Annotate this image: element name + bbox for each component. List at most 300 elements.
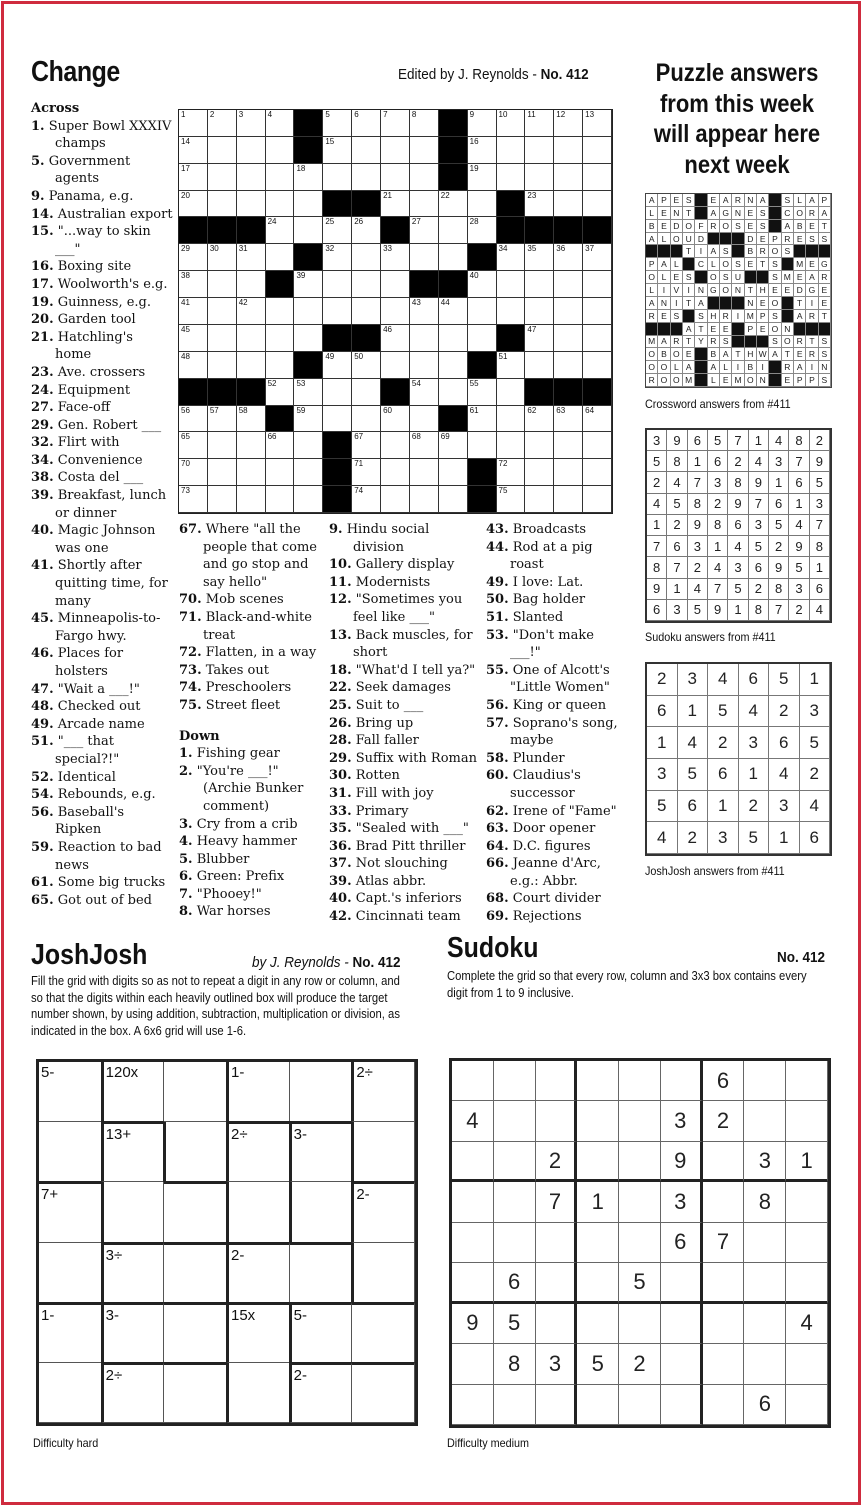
sudoku-empty-cell[interactable] [619, 1182, 661, 1222]
crossword-cell[interactable] [439, 244, 468, 271]
crossword-cell[interactable] [583, 298, 612, 325]
sudoku-given-digit[interactable]: 7 [703, 1223, 745, 1263]
sudoku-given-digit[interactable]: 5 [494, 1304, 536, 1344]
crossword-cell[interactable] [381, 352, 410, 379]
crossword-cell[interactable] [266, 486, 295, 513]
crossword-cell[interactable] [381, 432, 410, 459]
crossword-cell[interactable] [266, 459, 295, 486]
crossword-cell[interactable] [554, 164, 583, 191]
crossword-cell[interactable] [352, 432, 381, 459]
sudoku-empty-cell[interactable] [494, 1385, 536, 1425]
sudoku-empty-cell[interactable] [786, 1385, 828, 1425]
crossword-cell[interactable] [554, 298, 583, 325]
joshjosh-cell[interactable] [290, 1062, 353, 1122]
crossword-cell[interactable] [179, 164, 208, 191]
sudoku-empty-cell[interactable] [619, 1304, 661, 1344]
crossword-cell[interactable] [554, 271, 583, 298]
crossword-cell[interactable] [294, 459, 323, 486]
crossword-cell[interactable] [208, 164, 237, 191]
sudoku-empty-cell[interactable] [744, 1061, 786, 1101]
crossword-cell[interactable] [497, 271, 526, 298]
crossword-cell[interactable] [237, 486, 266, 513]
sudoku-empty-cell[interactable] [577, 1385, 619, 1425]
crossword-cell[interactable] [497, 486, 526, 513]
sudoku-empty-cell[interactable] [703, 1344, 745, 1384]
crossword-cell[interactable] [237, 298, 266, 325]
crossword-cell[interactable] [266, 432, 295, 459]
sudoku-empty-cell[interactable] [619, 1142, 661, 1182]
crossword-cell[interactable] [468, 191, 497, 218]
joshjosh-cell[interactable] [39, 1243, 102, 1303]
crossword-cell[interactable] [323, 298, 352, 325]
sudoku-given-digit[interactable]: 3 [536, 1344, 578, 1384]
crossword-cell[interactable] [352, 271, 381, 298]
crossword-cell[interactable] [497, 164, 526, 191]
crossword-cell[interactable] [410, 217, 439, 244]
crossword-cell[interactable] [294, 164, 323, 191]
sudoku-empty-cell[interactable] [494, 1101, 536, 1141]
crossword-cell[interactable] [237, 406, 266, 433]
crossword-cell[interactable] [525, 325, 554, 352]
crossword-cell[interactable] [410, 486, 439, 513]
crossword-cell[interactable] [237, 459, 266, 486]
crossword-cell[interactable] [237, 164, 266, 191]
crossword-cell[interactable] [468, 137, 497, 164]
crossword-cell[interactable] [497, 110, 526, 137]
crossword-cell[interactable] [554, 191, 583, 218]
crossword-cell[interactable] [352, 406, 381, 433]
joshjosh-cell[interactable] [352, 1362, 415, 1423]
sudoku-empty-cell[interactable] [703, 1304, 745, 1344]
joshjosh-cell[interactable] [226, 1182, 290, 1242]
sudoku-empty-cell[interactable] [619, 1385, 661, 1425]
sudoku-empty-cell[interactable] [786, 1344, 828, 1384]
sudoku-empty-cell[interactable] [619, 1223, 661, 1263]
crossword-cell[interactable] [583, 137, 612, 164]
crossword-cell[interactable] [381, 271, 410, 298]
sudoku-empty-cell[interactable] [744, 1101, 786, 1141]
crossword-cell[interactable] [497, 379, 526, 406]
sudoku-empty-cell[interactable] [744, 1263, 786, 1303]
sudoku-empty-cell[interactable] [536, 1304, 578, 1344]
crossword-cell[interactable] [497, 352, 526, 379]
crossword-cell[interactable] [381, 137, 410, 164]
crossword-cell[interactable] [439, 486, 468, 513]
crossword-cell[interactable] [266, 137, 295, 164]
sudoku-given-digit[interactable]: 6 [494, 1263, 536, 1303]
sudoku-empty-cell[interactable] [786, 1061, 828, 1101]
crossword-cell[interactable] [525, 406, 554, 433]
crossword-cell[interactable] [294, 217, 323, 244]
crossword-cell[interactable] [554, 486, 583, 513]
crossword-cell[interactable] [525, 486, 554, 513]
crossword-cell[interactable] [525, 110, 554, 137]
sudoku-given-digit[interactable]: 8 [744, 1182, 786, 1222]
sudoku-given-digit[interactable]: 3 [661, 1182, 703, 1222]
crossword-cell[interactable] [554, 352, 583, 379]
crossword-cell[interactable] [179, 459, 208, 486]
crossword-cell[interactable] [583, 432, 612, 459]
crossword-cell[interactable] [352, 486, 381, 513]
joshjosh-cell[interactable] [164, 1062, 227, 1122]
crossword-cell[interactable] [583, 459, 612, 486]
crossword-cell[interactable] [208, 271, 237, 298]
sudoku-empty-cell[interactable] [452, 1344, 494, 1384]
crossword-cell[interactable] [554, 459, 583, 486]
joshjosh-cell[interactable] [101, 1121, 165, 1182]
crossword-cell[interactable] [525, 164, 554, 191]
crossword-cell[interactable] [323, 352, 352, 379]
crossword-cell[interactable] [352, 244, 381, 271]
sudoku-empty-cell[interactable] [577, 1223, 619, 1263]
crossword-grid[interactable] [178, 109, 613, 514]
crossword-cell[interactable] [525, 298, 554, 325]
joshjosh-cell[interactable] [164, 1302, 227, 1363]
sudoku-empty-cell[interactable] [619, 1061, 661, 1101]
crossword-cell[interactable] [410, 244, 439, 271]
crossword-cell[interactable] [208, 432, 237, 459]
crossword-cell[interactable] [208, 325, 237, 352]
sudoku-empty-cell[interactable] [536, 1061, 578, 1101]
sudoku-empty-cell[interactable] [494, 1182, 536, 1222]
crossword-cell[interactable] [497, 459, 526, 486]
crossword-cell[interactable] [294, 486, 323, 513]
joshjosh-cell[interactable] [226, 1302, 290, 1363]
crossword-cell[interactable] [179, 486, 208, 513]
joshjosh-cell[interactable] [101, 1362, 165, 1423]
crossword-cell[interactable] [497, 137, 526, 164]
joshjosh-cell[interactable] [351, 1062, 415, 1122]
crossword-cell[interactable] [381, 459, 410, 486]
crossword-cell[interactable] [410, 432, 439, 459]
joshjosh-cell[interactable] [39, 1062, 102, 1122]
crossword-cell[interactable] [179, 298, 208, 325]
sudoku-given-digit[interactable]: 1 [577, 1182, 619, 1222]
crossword-cell[interactable] [323, 137, 352, 164]
crossword-cell[interactable] [381, 244, 410, 271]
sudoku-empty-cell[interactable] [536, 1101, 578, 1141]
crossword-cell[interactable] [468, 379, 497, 406]
crossword-cell[interactable] [237, 325, 266, 352]
sudoku-given-digit[interactable]: 8 [494, 1344, 536, 1384]
crossword-cell[interactable] [468, 406, 497, 433]
crossword-cell[interactable] [497, 298, 526, 325]
crossword-cell[interactable] [381, 406, 410, 433]
crossword-cell[interactable] [410, 110, 439, 137]
crossword-cell[interactable] [237, 244, 266, 271]
crossword-cell[interactable] [208, 298, 237, 325]
crossword-cell[interactable] [410, 325, 439, 352]
sudoku-given-digit[interactable]: 9 [452, 1304, 494, 1344]
crossword-cell[interactable] [323, 406, 352, 433]
crossword-cell[interactable] [266, 325, 295, 352]
crossword-cell[interactable] [381, 164, 410, 191]
sudoku-empty-cell[interactable] [536, 1223, 578, 1263]
sudoku-empty-cell[interactable] [703, 1263, 745, 1303]
crossword-cell[interactable] [410, 298, 439, 325]
joshjosh-cell[interactable] [290, 1242, 353, 1303]
crossword-cell[interactable] [266, 191, 295, 218]
crossword-cell[interactable] [554, 110, 583, 137]
crossword-cell[interactable] [352, 379, 381, 406]
crossword-cell[interactable] [323, 271, 352, 298]
joshjosh-cell[interactable] [101, 1302, 165, 1363]
crossword-cell[interactable] [179, 137, 208, 164]
sudoku-empty-cell[interactable] [703, 1385, 745, 1425]
crossword-cell[interactable] [583, 271, 612, 298]
crossword-cell[interactable] [439, 217, 468, 244]
crossword-cell[interactable] [179, 271, 208, 298]
crossword-cell[interactable] [237, 432, 266, 459]
joshjosh-cell[interactable] [226, 1363, 290, 1423]
crossword-cell[interactable] [468, 271, 497, 298]
crossword-cell[interactable] [294, 325, 323, 352]
crossword-cell[interactable] [179, 325, 208, 352]
sudoku-empty-cell[interactable] [703, 1182, 745, 1222]
sudoku-empty-cell[interactable] [661, 1263, 703, 1303]
joshjosh-cell[interactable] [226, 1121, 290, 1182]
crossword-cell[interactable] [583, 191, 612, 218]
crossword-cell[interactable] [179, 110, 208, 137]
sudoku-empty-cell[interactable] [452, 1385, 494, 1425]
crossword-cell[interactable] [410, 406, 439, 433]
sudoku-empty-cell[interactable] [786, 1182, 828, 1222]
crossword-cell[interactable] [266, 352, 295, 379]
crossword-cell[interactable] [208, 459, 237, 486]
sudoku-empty-cell[interactable] [577, 1263, 619, 1303]
crossword-cell[interactable] [294, 432, 323, 459]
sudoku-given-digit[interactable]: 2 [536, 1142, 578, 1182]
crossword-cell[interactable] [323, 379, 352, 406]
crossword-cell[interactable] [323, 244, 352, 271]
crossword-cell[interactable] [525, 459, 554, 486]
joshjosh-cell[interactable] [163, 1122, 227, 1182]
joshjosh-grid[interactable] [36, 1059, 418, 1426]
sudoku-empty-cell[interactable] [536, 1385, 578, 1425]
crossword-cell[interactable] [208, 191, 237, 218]
crossword-cell[interactable] [208, 110, 237, 137]
crossword-cell[interactable] [410, 459, 439, 486]
crossword-cell[interactable] [468, 164, 497, 191]
crossword-cell[interactable] [179, 244, 208, 271]
crossword-cell[interactable] [410, 379, 439, 406]
crossword-cell[interactable] [554, 406, 583, 433]
sudoku-empty-cell[interactable] [494, 1142, 536, 1182]
sudoku-given-digit[interactable]: 5 [619, 1263, 661, 1303]
crossword-cell[interactable] [439, 432, 468, 459]
joshjosh-cell[interactable] [101, 1182, 165, 1242]
joshjosh-cell[interactable] [351, 1181, 415, 1242]
joshjosh-cell[interactable] [289, 1182, 353, 1242]
sudoku-given-digit[interactable]: 2 [619, 1344, 661, 1384]
sudoku-given-digit[interactable]: 6 [703, 1061, 745, 1101]
crossword-cell[interactable] [352, 217, 381, 244]
crossword-cell[interactable] [381, 110, 410, 137]
crossword-cell[interactable] [352, 298, 381, 325]
crossword-cell[interactable] [554, 432, 583, 459]
sudoku-given-digit[interactable]: 9 [661, 1142, 703, 1182]
crossword-cell[interactable] [237, 110, 266, 137]
crossword-cell[interactable] [439, 325, 468, 352]
crossword-cell[interactable] [266, 298, 295, 325]
sudoku-given-digit[interactable]: 7 [536, 1182, 578, 1222]
crossword-cell[interactable] [179, 406, 208, 433]
crossword-cell[interactable] [468, 432, 497, 459]
crossword-cell[interactable] [294, 191, 323, 218]
crossword-cell[interactable] [237, 137, 266, 164]
crossword-cell[interactable] [266, 217, 295, 244]
crossword-cell[interactable] [525, 191, 554, 218]
crossword-cell[interactable] [439, 379, 468, 406]
joshjosh-cell[interactable] [39, 1363, 102, 1423]
crossword-cell[interactable] [381, 191, 410, 218]
joshjosh-cell[interactable] [352, 1302, 415, 1363]
crossword-cell[interactable] [294, 406, 323, 433]
crossword-cell[interactable] [468, 110, 497, 137]
crossword-cell[interactable] [468, 298, 497, 325]
sudoku-empty-cell[interactable] [494, 1223, 536, 1263]
crossword-cell[interactable] [352, 352, 381, 379]
crossword-cell[interactable] [266, 110, 295, 137]
crossword-cell[interactable] [237, 271, 266, 298]
crossword-cell[interactable] [468, 217, 497, 244]
sudoku-empty-cell[interactable] [703, 1142, 745, 1182]
joshjosh-cell[interactable] [351, 1122, 415, 1182]
crossword-cell[interactable] [554, 137, 583, 164]
sudoku-empty-cell[interactable] [577, 1061, 619, 1101]
crossword-cell[interactable] [352, 459, 381, 486]
crossword-cell[interactable] [266, 244, 295, 271]
crossword-cell[interactable] [179, 432, 208, 459]
sudoku-empty-cell[interactable] [744, 1223, 786, 1263]
crossword-cell[interactable] [439, 352, 468, 379]
sudoku-empty-cell[interactable] [494, 1061, 536, 1101]
crossword-cell[interactable] [525, 271, 554, 298]
joshjosh-cell[interactable] [226, 1062, 290, 1122]
crossword-cell[interactable] [583, 325, 612, 352]
joshjosh-cell[interactable] [164, 1242, 227, 1303]
joshjosh-cell[interactable] [164, 1362, 227, 1423]
crossword-cell[interactable] [294, 298, 323, 325]
crossword-cell[interactable] [323, 217, 352, 244]
sudoku-empty-cell[interactable] [661, 1061, 703, 1101]
crossword-cell[interactable] [237, 191, 266, 218]
crossword-cell[interactable] [525, 137, 554, 164]
crossword-cell[interactable] [554, 244, 583, 271]
crossword-cell[interactable] [583, 406, 612, 433]
crossword-cell[interactable] [381, 486, 410, 513]
crossword-cell[interactable] [497, 244, 526, 271]
crossword-cell[interactable] [208, 352, 237, 379]
crossword-cell[interactable] [323, 164, 352, 191]
joshjosh-cell[interactable] [289, 1362, 353, 1423]
sudoku-empty-cell[interactable] [577, 1304, 619, 1344]
crossword-cell[interactable] [525, 352, 554, 379]
sudoku-empty-cell[interactable] [452, 1182, 494, 1222]
sudoku-given-digit[interactable]: 3 [744, 1142, 786, 1182]
sudoku-given-digit[interactable]: 4 [452, 1101, 494, 1141]
crossword-cell[interactable] [179, 352, 208, 379]
sudoku-empty-cell[interactable] [577, 1101, 619, 1141]
sudoku-empty-cell[interactable] [786, 1223, 828, 1263]
sudoku-empty-cell[interactable] [786, 1101, 828, 1141]
crossword-cell[interactable] [497, 432, 526, 459]
sudoku-empty-cell[interactable] [744, 1344, 786, 1384]
crossword-cell[interactable] [381, 298, 410, 325]
joshjosh-cell[interactable] [289, 1121, 353, 1182]
crossword-cell[interactable] [497, 406, 526, 433]
sudoku-empty-cell[interactable] [452, 1223, 494, 1263]
crossword-cell[interactable] [410, 164, 439, 191]
sudoku-given-digit[interactable]: 1 [786, 1142, 828, 1182]
sudoku-empty-cell[interactable] [661, 1344, 703, 1384]
crossword-cell[interactable] [525, 432, 554, 459]
crossword-cell[interactable] [468, 325, 497, 352]
crossword-cell[interactable] [294, 379, 323, 406]
sudoku-given-digit[interactable]: 6 [661, 1223, 703, 1263]
sudoku-empty-cell[interactable] [661, 1304, 703, 1344]
joshjosh-cell[interactable] [164, 1181, 227, 1242]
sudoku-given-digit[interactable]: 3 [661, 1101, 703, 1141]
crossword-cell[interactable] [554, 325, 583, 352]
crossword-cell[interactable] [525, 244, 554, 271]
sudoku-given-digit[interactable]: 5 [577, 1344, 619, 1384]
joshjosh-cell[interactable] [101, 1062, 165, 1122]
sudoku-given-digit[interactable]: 2 [703, 1101, 745, 1141]
sudoku-grid[interactable] [449, 1058, 831, 1428]
joshjosh-cell[interactable] [289, 1302, 353, 1363]
sudoku-empty-cell[interactable] [744, 1304, 786, 1344]
sudoku-empty-cell[interactable] [452, 1263, 494, 1303]
crossword-cell[interactable] [294, 271, 323, 298]
crossword-cell[interactable] [208, 137, 237, 164]
joshjosh-cell[interactable] [39, 1302, 102, 1363]
sudoku-empty-cell[interactable] [786, 1263, 828, 1303]
crossword-cell[interactable] [237, 352, 266, 379]
crossword-cell[interactable] [583, 110, 612, 137]
sudoku-empty-cell[interactable] [619, 1101, 661, 1141]
crossword-cell[interactable] [266, 379, 295, 406]
crossword-cell[interactable] [208, 486, 237, 513]
joshjosh-cell[interactable] [226, 1242, 290, 1303]
sudoku-given-digit[interactable]: 6 [744, 1385, 786, 1425]
crossword-cell[interactable] [352, 110, 381, 137]
crossword-cell[interactable] [583, 486, 612, 513]
crossword-cell[interactable] [583, 164, 612, 191]
crossword-cell[interactable] [583, 244, 612, 271]
crossword-cell[interactable] [323, 110, 352, 137]
joshjosh-cell[interactable] [101, 1242, 165, 1303]
crossword-cell[interactable] [208, 406, 237, 433]
joshjosh-cell[interactable] [39, 1181, 102, 1242]
crossword-cell[interactable] [266, 164, 295, 191]
crossword-cell[interactable] [439, 191, 468, 218]
crossword-cell[interactable] [208, 244, 237, 271]
joshjosh-cell[interactable] [39, 1122, 102, 1182]
crossword-cell[interactable] [439, 298, 468, 325]
crossword-cell[interactable] [410, 191, 439, 218]
sudoku-empty-cell[interactable] [452, 1061, 494, 1101]
crossword-cell[interactable] [410, 137, 439, 164]
sudoku-empty-cell[interactable] [536, 1263, 578, 1303]
crossword-cell[interactable] [381, 325, 410, 352]
crossword-cell[interactable] [410, 352, 439, 379]
crossword-cell[interactable] [439, 459, 468, 486]
sudoku-empty-cell[interactable] [577, 1142, 619, 1182]
sudoku-empty-cell[interactable] [661, 1385, 703, 1425]
crossword-cell[interactable] [352, 137, 381, 164]
sudoku-given-digit[interactable]: 4 [786, 1304, 828, 1344]
